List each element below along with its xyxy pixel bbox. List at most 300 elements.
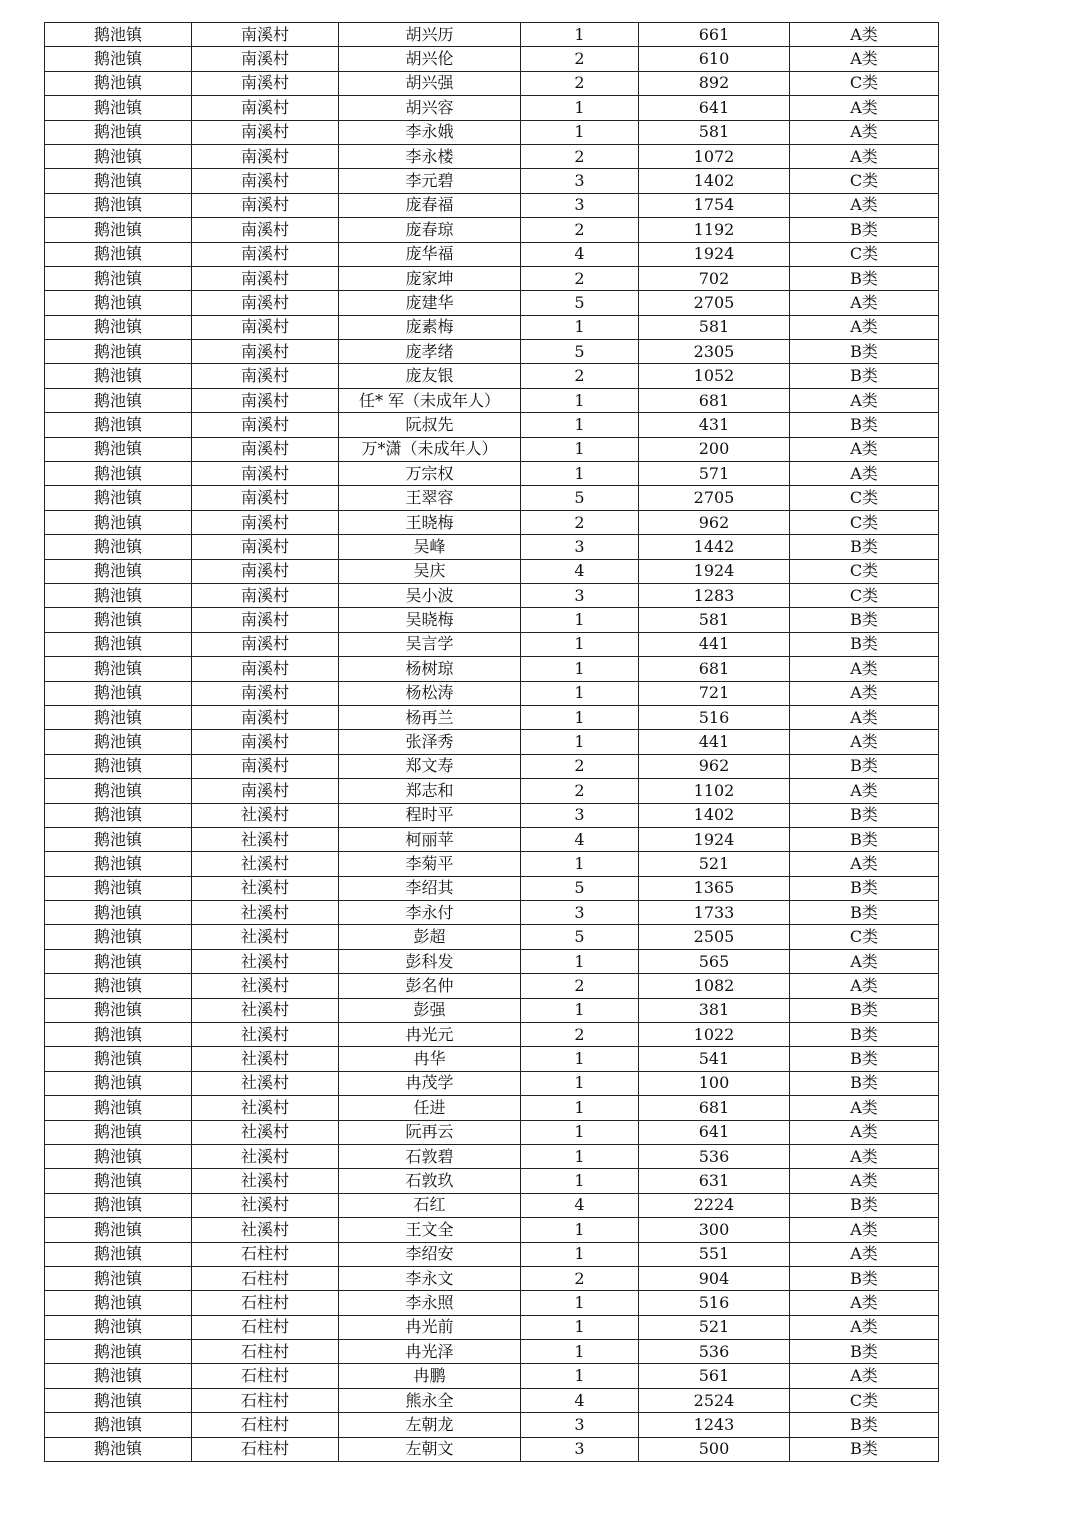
name-cell: 吴庆 xyxy=(339,559,521,583)
category-cell: A类 xyxy=(790,657,939,681)
town-cell: 鹅池镇 xyxy=(45,901,192,925)
village-cell: 南溪村 xyxy=(192,388,339,412)
amount-cell: 1924 xyxy=(639,827,790,851)
town-cell: 鹅池镇 xyxy=(45,1169,192,1193)
household-size-cell: 1 xyxy=(521,608,639,632)
name-cell: 吴小波 xyxy=(339,583,521,607)
amount-cell: 581 xyxy=(639,315,790,339)
household-size-cell: 2 xyxy=(521,754,639,778)
town-cell: 鹅池镇 xyxy=(45,949,192,973)
table-row xyxy=(45,510,939,534)
village-cell: 南溪村 xyxy=(192,437,339,461)
category-cell: A类 xyxy=(790,974,939,998)
household-size-cell: 1 xyxy=(521,1144,639,1168)
town-cell: 鹅池镇 xyxy=(45,681,192,705)
town-cell: 鹅池镇 xyxy=(45,388,192,412)
table-row xyxy=(45,1315,939,1339)
household-size-cell: 3 xyxy=(521,901,639,925)
table-row xyxy=(45,559,939,583)
village-cell: 社溪村 xyxy=(192,827,339,851)
household-size-cell: 2 xyxy=(521,266,639,290)
village-cell: 社溪村 xyxy=(192,1218,339,1242)
name-cell: 任进 xyxy=(339,1096,521,1120)
name-cell: 石敦碧 xyxy=(339,1144,521,1168)
household-size-cell: 1 xyxy=(521,657,639,681)
category-cell: A类 xyxy=(790,1144,939,1168)
name-cell: 冉鹏 xyxy=(339,1364,521,1388)
amount-cell: 571 xyxy=(639,462,790,486)
name-cell: 吴峰 xyxy=(339,535,521,559)
household-size-cell: 1 xyxy=(521,949,639,973)
town-cell: 鹅池镇 xyxy=(45,1023,192,1047)
name-cell: 李永文 xyxy=(339,1266,521,1290)
town-cell: 鹅池镇 xyxy=(45,486,192,510)
category-cell: B类 xyxy=(790,1193,939,1217)
amount-cell: 1365 xyxy=(639,876,790,900)
table-row xyxy=(45,1218,939,1242)
table-row xyxy=(45,388,939,412)
category-cell: A类 xyxy=(790,23,939,47)
category-cell: B类 xyxy=(790,413,939,437)
town-cell: 鹅池镇 xyxy=(45,1437,192,1461)
table-row xyxy=(45,608,939,632)
household-size-cell: 1 xyxy=(521,388,639,412)
town-cell: 鹅池镇 xyxy=(45,1291,192,1315)
amount-cell: 681 xyxy=(639,1096,790,1120)
table-row xyxy=(45,583,939,607)
category-cell: A类 xyxy=(790,1291,939,1315)
amount-cell: 441 xyxy=(639,632,790,656)
amount-cell: 2305 xyxy=(639,340,790,364)
category-cell: A类 xyxy=(790,291,939,315)
household-size-cell: 4 xyxy=(521,559,639,583)
village-cell: 石柱村 xyxy=(192,1291,339,1315)
household-size-cell: 2 xyxy=(521,1023,639,1047)
amount-cell: 1924 xyxy=(639,559,790,583)
table-row xyxy=(45,705,939,729)
table-row xyxy=(45,827,939,851)
name-cell: 李元碧 xyxy=(339,169,521,193)
table-row xyxy=(45,413,939,437)
table-row xyxy=(45,266,939,290)
household-size-cell: 2 xyxy=(521,218,639,242)
table-row xyxy=(45,901,939,925)
village-cell: 社溪村 xyxy=(192,925,339,949)
town-cell: 鹅池镇 xyxy=(45,730,192,754)
table-row xyxy=(45,340,939,364)
table-row xyxy=(45,1291,939,1315)
village-cell: 南溪村 xyxy=(192,47,339,71)
name-cell: 李绍其 xyxy=(339,876,521,900)
category-cell: B类 xyxy=(790,1413,939,1437)
category-cell: C类 xyxy=(790,71,939,95)
village-cell: 南溪村 xyxy=(192,559,339,583)
table-row xyxy=(45,803,939,827)
village-cell: 石柱村 xyxy=(192,1315,339,1339)
name-cell: 彭名仲 xyxy=(339,974,521,998)
amount-cell: 702 xyxy=(639,266,790,290)
household-size-cell: 1 xyxy=(521,730,639,754)
table-row xyxy=(45,1340,939,1364)
town-cell: 鹅池镇 xyxy=(45,266,192,290)
name-cell: 李永娥 xyxy=(339,120,521,144)
town-cell: 鹅池镇 xyxy=(45,47,192,71)
village-cell: 南溪村 xyxy=(192,71,339,95)
table-row xyxy=(45,1144,939,1168)
household-size-cell: 1 xyxy=(521,1071,639,1095)
household-size-cell: 2 xyxy=(521,510,639,534)
town-cell: 鹅池镇 xyxy=(45,1096,192,1120)
household-size-cell: 4 xyxy=(521,827,639,851)
table-row xyxy=(45,486,939,510)
amount-cell: 536 xyxy=(639,1340,790,1364)
category-cell: A类 xyxy=(790,1364,939,1388)
name-cell: 阮再云 xyxy=(339,1120,521,1144)
table-row xyxy=(45,754,939,778)
table-row xyxy=(45,1071,939,1095)
town-cell: 鹅池镇 xyxy=(45,1071,192,1095)
village-cell: 社溪村 xyxy=(192,876,339,900)
household-size-cell: 1 xyxy=(521,1291,639,1315)
category-cell: A类 xyxy=(790,1096,939,1120)
village-cell: 社溪村 xyxy=(192,1071,339,1095)
category-cell: A类 xyxy=(790,47,939,71)
village-cell: 社溪村 xyxy=(192,1047,339,1071)
village-cell: 石柱村 xyxy=(192,1242,339,1266)
category-cell: C类 xyxy=(790,583,939,607)
town-cell: 鹅池镇 xyxy=(45,169,192,193)
table-row xyxy=(45,949,939,973)
table-row xyxy=(45,974,939,998)
household-size-cell: 2 xyxy=(521,47,639,71)
village-cell: 南溪村 xyxy=(192,657,339,681)
household-size-cell: 1 xyxy=(521,1120,639,1144)
village-cell: 南溪村 xyxy=(192,315,339,339)
town-cell: 鹅池镇 xyxy=(45,632,192,656)
name-cell: 左朝文 xyxy=(339,1437,521,1461)
amount-cell: 1072 xyxy=(639,144,790,168)
name-cell: 李绍安 xyxy=(339,1242,521,1266)
village-cell: 社溪村 xyxy=(192,1120,339,1144)
town-cell: 鹅池镇 xyxy=(45,583,192,607)
amount-cell: 536 xyxy=(639,1144,790,1168)
village-cell: 南溪村 xyxy=(192,340,339,364)
amount-cell: 1283 xyxy=(639,583,790,607)
town-cell: 鹅池镇 xyxy=(45,754,192,778)
village-cell: 南溪村 xyxy=(192,535,339,559)
name-cell: 万*潇（未成年人） xyxy=(339,437,521,461)
amount-cell: 1402 xyxy=(639,169,790,193)
category-cell: A类 xyxy=(790,193,939,217)
amount-cell: 962 xyxy=(639,510,790,534)
town-cell: 鹅池镇 xyxy=(45,23,192,47)
category-cell: B类 xyxy=(790,803,939,827)
name-cell: 阮叔先 xyxy=(339,413,521,437)
category-cell: A类 xyxy=(790,1315,939,1339)
name-cell: 杨松涛 xyxy=(339,681,521,705)
village-cell: 南溪村 xyxy=(192,608,339,632)
category-cell: A类 xyxy=(790,462,939,486)
table-row xyxy=(45,1169,939,1193)
name-cell: 彭强 xyxy=(339,998,521,1022)
data-table xyxy=(44,22,939,1462)
village-cell: 石柱村 xyxy=(192,1340,339,1364)
household-size-cell: 3 xyxy=(521,1437,639,1461)
town-cell: 鹅池镇 xyxy=(45,1242,192,1266)
amount-cell: 516 xyxy=(639,1291,790,1315)
table-row xyxy=(45,730,939,754)
town-cell: 鹅池镇 xyxy=(45,120,192,144)
category-cell: C类 xyxy=(790,1388,939,1412)
table-row xyxy=(45,632,939,656)
amount-cell: 1102 xyxy=(639,779,790,803)
town-cell: 鹅池镇 xyxy=(45,193,192,217)
amount-cell: 521 xyxy=(639,852,790,876)
amount-cell: 2524 xyxy=(639,1388,790,1412)
household-size-cell: 1 xyxy=(521,120,639,144)
household-size-cell: 1 xyxy=(521,1242,639,1266)
household-size-cell: 2 xyxy=(521,364,639,388)
amount-cell: 641 xyxy=(639,1120,790,1144)
category-cell: C类 xyxy=(790,510,939,534)
village-cell: 南溪村 xyxy=(192,120,339,144)
amount-cell: 631 xyxy=(639,1169,790,1193)
village-cell: 南溪村 xyxy=(192,462,339,486)
town-cell: 鹅池镇 xyxy=(45,413,192,437)
name-cell: 庞华福 xyxy=(339,242,521,266)
table-row xyxy=(45,1193,939,1217)
category-cell: B类 xyxy=(790,340,939,364)
town-cell: 鹅池镇 xyxy=(45,510,192,534)
name-cell: 杨树琼 xyxy=(339,657,521,681)
amount-cell: 561 xyxy=(639,1364,790,1388)
amount-cell: 300 xyxy=(639,1218,790,1242)
village-cell: 社溪村 xyxy=(192,1169,339,1193)
village-cell: 社溪村 xyxy=(192,852,339,876)
table-row xyxy=(45,1120,939,1144)
name-cell: 吴晓梅 xyxy=(339,608,521,632)
village-cell: 南溪村 xyxy=(192,681,339,705)
village-cell: 南溪村 xyxy=(192,96,339,120)
town-cell: 鹅池镇 xyxy=(45,315,192,339)
category-cell: A类 xyxy=(790,681,939,705)
category-cell: A类 xyxy=(790,730,939,754)
category-cell: C类 xyxy=(790,559,939,583)
town-cell: 鹅池镇 xyxy=(45,1266,192,1290)
category-cell: A类 xyxy=(790,1242,939,1266)
category-cell: B类 xyxy=(790,1071,939,1095)
name-cell: 石敦玖 xyxy=(339,1169,521,1193)
village-cell: 南溪村 xyxy=(192,486,339,510)
name-cell: 庞素梅 xyxy=(339,315,521,339)
town-cell: 鹅池镇 xyxy=(45,218,192,242)
household-size-cell: 5 xyxy=(521,291,639,315)
village-cell: 南溪村 xyxy=(192,583,339,607)
household-size-cell: 5 xyxy=(521,876,639,900)
name-cell: 万宗权 xyxy=(339,462,521,486)
town-cell: 鹅池镇 xyxy=(45,1413,192,1437)
household-size-cell: 1 xyxy=(521,1364,639,1388)
table-row xyxy=(45,291,939,315)
village-cell: 石柱村 xyxy=(192,1266,339,1290)
town-cell: 鹅池镇 xyxy=(45,559,192,583)
village-cell: 石柱村 xyxy=(192,1364,339,1388)
household-size-cell: 2 xyxy=(521,1266,639,1290)
village-cell: 南溪村 xyxy=(192,632,339,656)
category-cell: A类 xyxy=(790,852,939,876)
name-cell: 李菊平 xyxy=(339,852,521,876)
household-size-cell: 1 xyxy=(521,1340,639,1364)
table-row xyxy=(45,193,939,217)
household-size-cell: 1 xyxy=(521,413,639,437)
household-size-cell: 1 xyxy=(521,462,639,486)
category-cell: B类 xyxy=(790,535,939,559)
amount-cell: 1733 xyxy=(639,901,790,925)
category-cell: A类 xyxy=(790,705,939,729)
name-cell: 程时平 xyxy=(339,803,521,827)
name-cell: 杨再兰 xyxy=(339,705,521,729)
town-cell: 鹅池镇 xyxy=(45,1388,192,1412)
amount-cell: 200 xyxy=(639,437,790,461)
amount-cell: 610 xyxy=(639,47,790,71)
name-cell: 王翠容 xyxy=(339,486,521,510)
category-cell: B类 xyxy=(790,1340,939,1364)
category-cell: B类 xyxy=(790,1023,939,1047)
name-cell: 李永楼 xyxy=(339,144,521,168)
household-size-cell: 4 xyxy=(521,242,639,266)
town-cell: 鹅池镇 xyxy=(45,291,192,315)
town-cell: 鹅池镇 xyxy=(45,705,192,729)
table-row xyxy=(45,1023,939,1047)
village-cell: 南溪村 xyxy=(192,779,339,803)
table-row xyxy=(45,315,939,339)
town-cell: 鹅池镇 xyxy=(45,144,192,168)
household-size-cell: 1 xyxy=(521,705,639,729)
village-cell: 社溪村 xyxy=(192,1096,339,1120)
category-cell: B类 xyxy=(790,754,939,778)
name-cell: 柯丽苹 xyxy=(339,827,521,851)
category-cell: A类 xyxy=(790,120,939,144)
town-cell: 鹅池镇 xyxy=(45,803,192,827)
category-cell: B类 xyxy=(790,1047,939,1071)
household-size-cell: 1 xyxy=(521,1096,639,1120)
household-size-cell: 1 xyxy=(521,1315,639,1339)
amount-cell: 2505 xyxy=(639,925,790,949)
table-row xyxy=(45,71,939,95)
amount-cell: 1192 xyxy=(639,218,790,242)
name-cell: 吴言学 xyxy=(339,632,521,656)
table-row xyxy=(45,1437,939,1461)
category-cell: B类 xyxy=(790,827,939,851)
village-cell: 石柱村 xyxy=(192,1413,339,1437)
village-cell: 社溪村 xyxy=(192,1023,339,1047)
category-cell: A类 xyxy=(790,1218,939,1242)
name-cell: 庞友银 xyxy=(339,364,521,388)
town-cell: 鹅池镇 xyxy=(45,96,192,120)
town-cell: 鹅池镇 xyxy=(45,437,192,461)
category-cell: B类 xyxy=(790,876,939,900)
category-cell: A类 xyxy=(790,1120,939,1144)
amount-cell: 681 xyxy=(639,657,790,681)
household-size-cell: 1 xyxy=(521,998,639,1022)
category-cell: C类 xyxy=(790,169,939,193)
table-row xyxy=(45,462,939,486)
amount-cell: 441 xyxy=(639,730,790,754)
village-cell: 社溪村 xyxy=(192,1193,339,1217)
table-row xyxy=(45,535,939,559)
table-row xyxy=(45,437,939,461)
category-cell: C类 xyxy=(790,242,939,266)
table-body xyxy=(45,23,939,1462)
town-cell: 鹅池镇 xyxy=(45,242,192,266)
amount-cell: 1442 xyxy=(639,535,790,559)
town-cell: 鹅池镇 xyxy=(45,364,192,388)
household-size-cell: 3 xyxy=(521,535,639,559)
table-row xyxy=(45,1242,939,1266)
name-cell: 左朝龙 xyxy=(339,1413,521,1437)
table-row xyxy=(45,1388,939,1412)
name-cell: 胡兴强 xyxy=(339,71,521,95)
village-cell: 南溪村 xyxy=(192,413,339,437)
amount-cell: 892 xyxy=(639,71,790,95)
household-size-cell: 5 xyxy=(521,486,639,510)
village-cell: 南溪村 xyxy=(192,364,339,388)
village-cell: 社溪村 xyxy=(192,998,339,1022)
household-size-cell: 2 xyxy=(521,144,639,168)
table-row xyxy=(45,657,939,681)
amount-cell: 521 xyxy=(639,1315,790,1339)
household-size-cell: 1 xyxy=(521,315,639,339)
household-size-cell: 4 xyxy=(521,1388,639,1412)
household-size-cell: 1 xyxy=(521,681,639,705)
household-size-cell: 1 xyxy=(521,632,639,656)
village-cell: 社溪村 xyxy=(192,949,339,973)
town-cell: 鹅池镇 xyxy=(45,1340,192,1364)
table-row xyxy=(45,876,939,900)
amount-cell: 581 xyxy=(639,120,790,144)
household-size-cell: 4 xyxy=(521,1193,639,1217)
village-cell: 社溪村 xyxy=(192,901,339,925)
village-cell: 南溪村 xyxy=(192,218,339,242)
name-cell: 任* 军（未成年人） xyxy=(339,388,521,412)
table-row xyxy=(45,47,939,71)
town-cell: 鹅池镇 xyxy=(45,535,192,559)
town-cell: 鹅池镇 xyxy=(45,974,192,998)
town-cell: 鹅池镇 xyxy=(45,462,192,486)
table-row xyxy=(45,1047,939,1071)
amount-cell: 2705 xyxy=(639,486,790,510)
category-cell: A类 xyxy=(790,1169,939,1193)
village-cell: 社溪村 xyxy=(192,1144,339,1168)
category-cell: B类 xyxy=(790,632,939,656)
household-size-cell: 3 xyxy=(521,1413,639,1437)
name-cell: 王文全 xyxy=(339,1218,521,1242)
table-row xyxy=(45,120,939,144)
amount-cell: 431 xyxy=(639,413,790,437)
household-size-cell: 3 xyxy=(521,803,639,827)
amount-cell: 100 xyxy=(639,1071,790,1095)
town-cell: 鹅池镇 xyxy=(45,876,192,900)
household-size-cell: 1 xyxy=(521,96,639,120)
town-cell: 鹅池镇 xyxy=(45,998,192,1022)
village-cell: 南溪村 xyxy=(192,754,339,778)
town-cell: 鹅池镇 xyxy=(45,71,192,95)
town-cell: 鹅池镇 xyxy=(45,608,192,632)
name-cell: 庞春琼 xyxy=(339,218,521,242)
amount-cell: 1924 xyxy=(639,242,790,266)
name-cell: 冉华 xyxy=(339,1047,521,1071)
category-cell: B类 xyxy=(790,608,939,632)
